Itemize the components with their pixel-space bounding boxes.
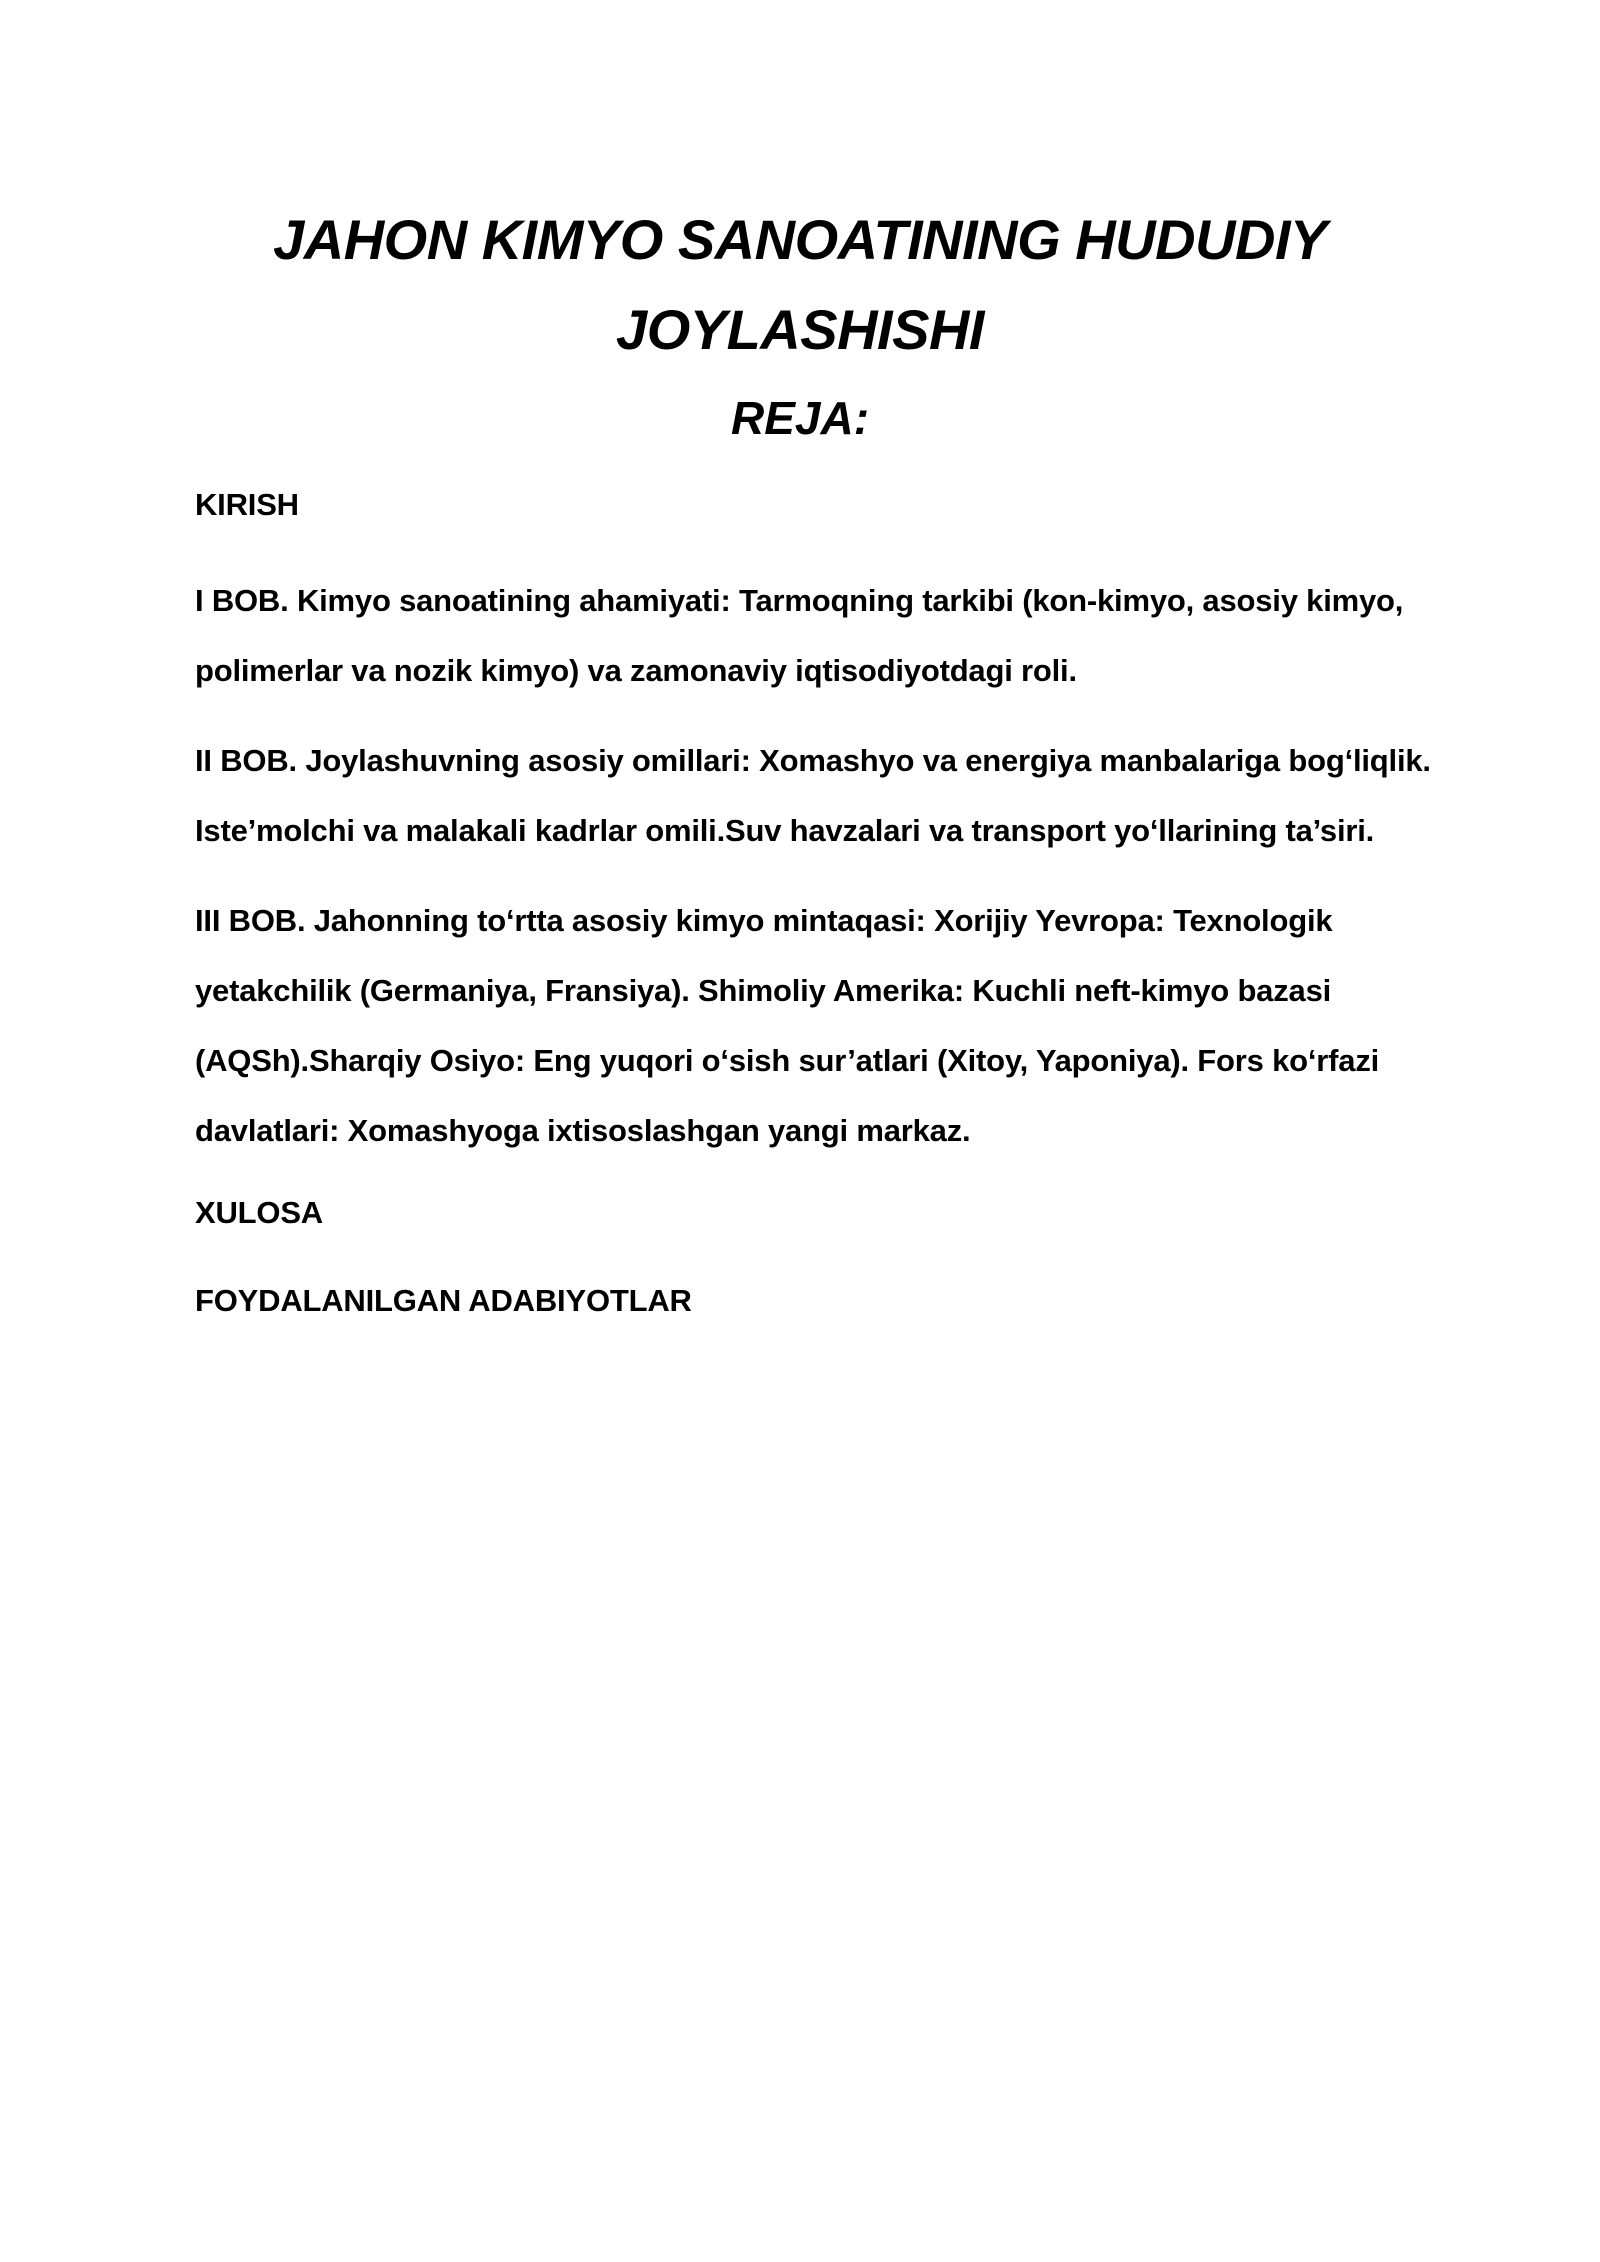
plan-item-chapter-3: III BOB. Jahonning to‘rtta asosiy kimyo mintaqasi: Xorijiy Yevropa: Texnologik yetakchilik (Germaniya, Fransiya). Shimoliy Amerika: Kuchli neft-kimyo bazasi (AQSh).Sharqiy Osiyo: Eng yuqori o‘sish sur’atlari (Xitoy, Yaponiya). Fors ko‘rfazi davlatlari: Xomashyoga ixtisoslashgan yangi markaz. xyxy=(195,903,1380,1148)
plan-heading: REJA: xyxy=(730,392,870,444)
plan-item-introduction: KIRISH xyxy=(195,487,299,522)
plan-item-chapter-1: I BOB. Kimyo sanoatining ahamiyati: Tarmoqning tarkibi (kon-kimyo, asosiy kimyo, polimerlar va nozik kimyo) va zamonaviy iqtisodiyotdagi roli. xyxy=(195,583,1404,688)
plan-item-references: FOYDALANILGAN ADABIYOTLAR xyxy=(195,1283,692,1318)
plan-item-conclusion: XULOSA xyxy=(195,1195,323,1230)
plan-list xyxy=(195,478,1440,1362)
plan-item-chapter-2: II BOB. Joylashuvning asosiy omillari: Xomashyo va energiya manbalariga bog‘liqlik. Iste’molchi va malakali kadrlar omili.Suv havzalari va transport yo‘llarining ta’siri. xyxy=(195,743,1431,848)
document-title: JAHON KIMYO SANOATINING HUDUDIY JOYLASHISHI xyxy=(273,208,1327,361)
